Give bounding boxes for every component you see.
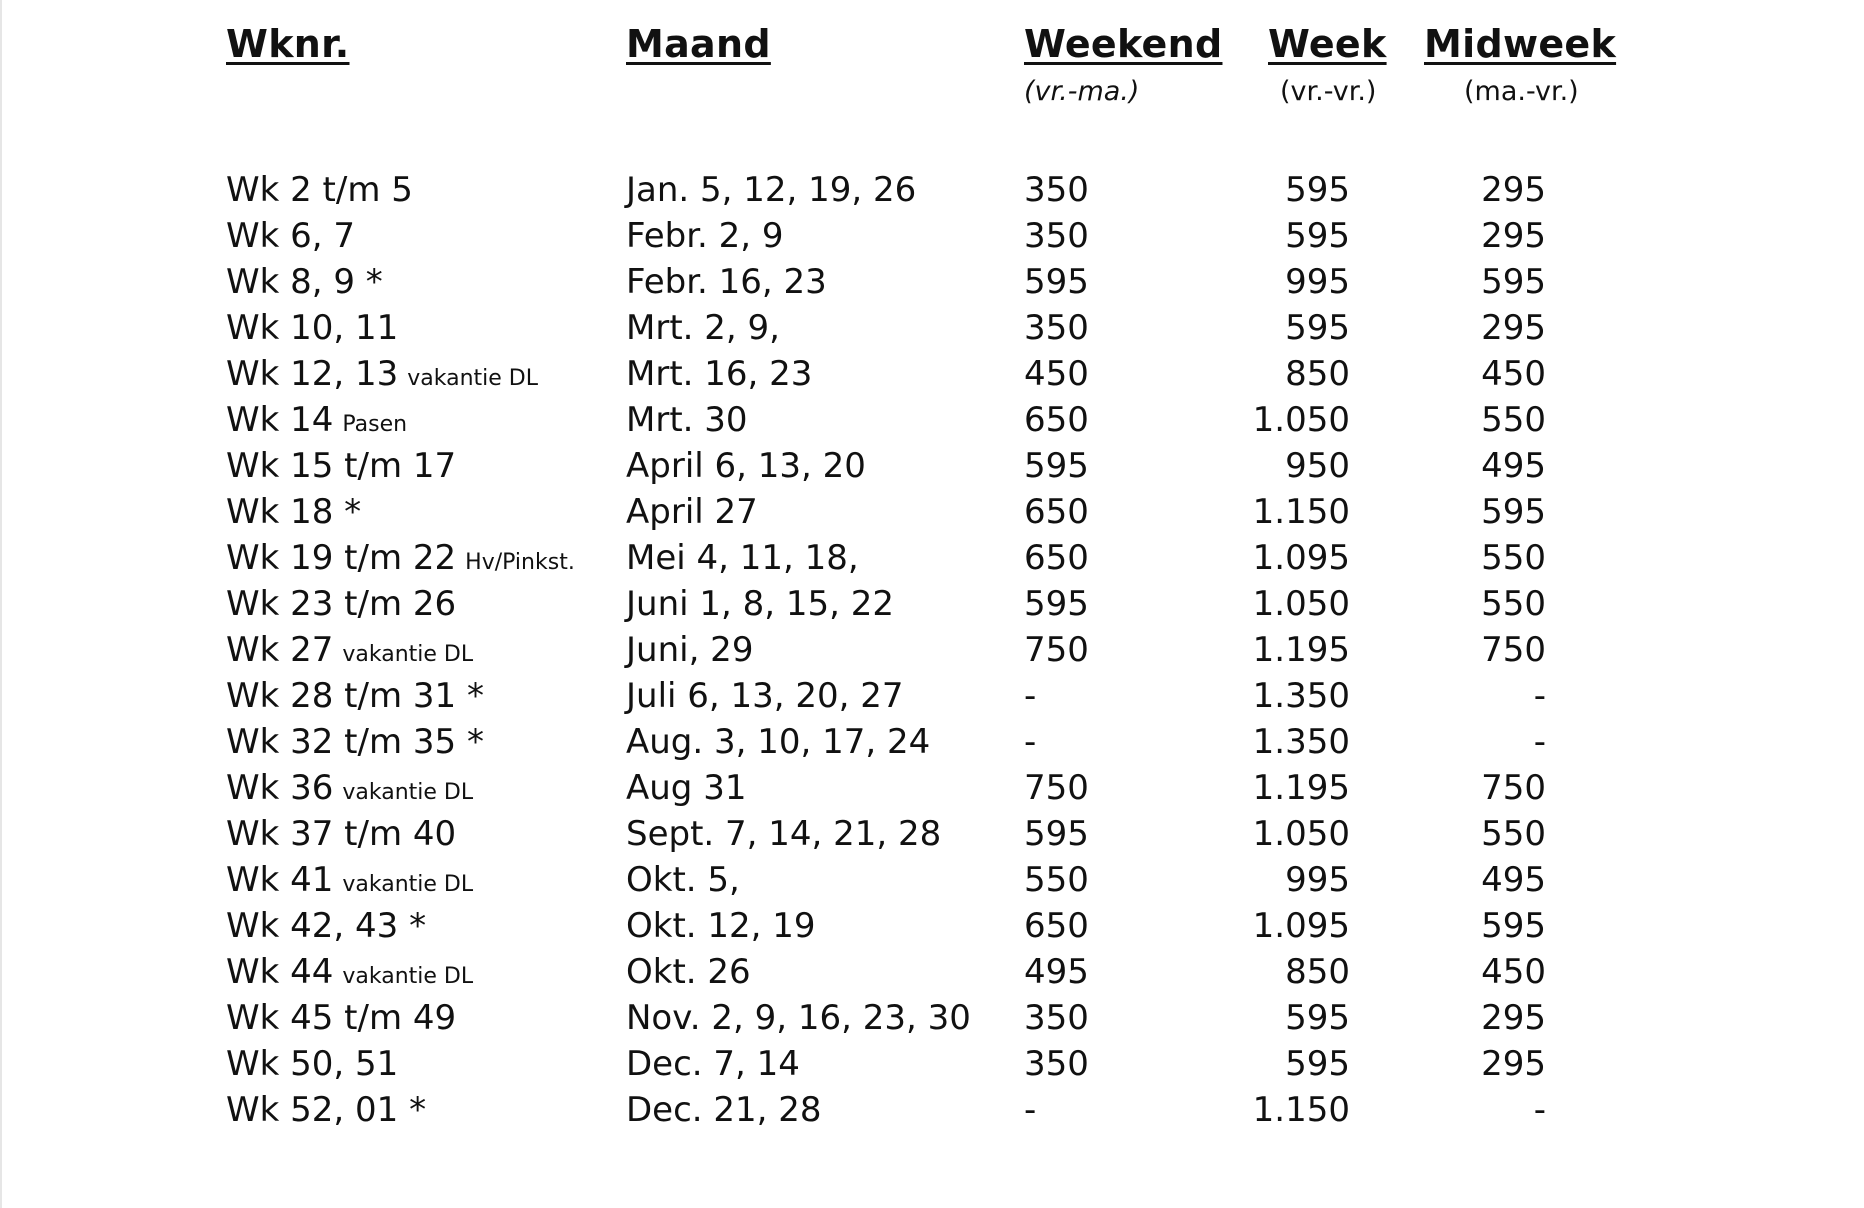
table-row [2,443,1864,489]
table-row [2,1087,1864,1133]
cell-maand: Nov. 2, 9, 16, 23, 30 [626,998,971,1038]
cell-wknr [226,949,473,1000]
week-number-text: Wk 6, 7 [226,216,355,256]
cell-midweek-price: 450 [1481,952,1546,992]
cell-week-price: 595 [1285,1044,1350,1084]
week-number-text: Wk 14 [226,400,334,440]
cell-maand: Juni 1, 8, 15, 22 [626,584,895,624]
cell-maand: Aug. 3, 10, 17, 24 [626,722,931,762]
cell-weekend-price: 595 [1024,446,1089,486]
cell-midweek-price: - [1533,722,1546,762]
header-maand: Maand [626,22,771,66]
week-number-text: Wk 45 t/m 49 [226,998,457,1038]
week-number-text: Wk 27 [226,630,334,670]
cell-wknr [226,581,456,627]
header-wknr: Wknr. [226,22,350,66]
table-row [2,627,1864,673]
cell-week-price: 595 [1285,308,1350,348]
table-row [2,857,1864,903]
cell-weekend-price: - [1024,722,1037,762]
table-row [2,351,1864,397]
cell-midweek-price: 295 [1481,170,1546,210]
cell-wknr [226,397,407,448]
table-row [2,765,1864,811]
cell-midweek-price: 495 [1481,446,1546,486]
cell-week-price: 1.350 [1252,722,1350,762]
cell-maand: Sept. 7, 14, 21, 28 [626,814,942,854]
week-note: vakantie DL [342,780,474,805]
cell-maand: Juli 6, 13, 20, 27 [626,676,904,716]
cell-midweek-price: 295 [1481,216,1546,256]
cell-midweek-price: 495 [1481,860,1546,900]
cell-weekend-price: - [1024,676,1037,716]
cell-weekend-price: 750 [1024,768,1089,808]
cell-weekend-price: 650 [1024,492,1089,532]
cell-maand: Okt. 26 [626,952,751,992]
table-row [2,489,1864,535]
cell-midweek-price: 750 [1481,630,1546,670]
cell-weekend-price: 350 [1024,1044,1089,1084]
cell-maand: Aug 31 [626,768,747,808]
cell-maand: Febr. 16, 23 [626,262,827,302]
week-number-text: Wk 28 t/m 31 * [226,676,484,716]
table-row [2,535,1864,581]
cell-wknr [226,213,355,259]
cell-weekend-price: 650 [1024,538,1089,578]
table-row [2,811,1864,857]
header-midweek-sub: (ma.-vr.) [1464,76,1579,107]
cell-wknr [226,443,456,489]
cell-weekend-price: 595 [1024,262,1089,302]
cell-weekend-price: 450 [1024,354,1089,394]
cell-maand: Okt. 5, [626,860,740,900]
week-number-text: Wk 18 * [226,492,362,532]
cell-week-price: 995 [1285,860,1350,900]
week-number-text: Wk 8, 9 * [226,262,383,302]
cell-wknr [226,351,538,402]
cell-week-price: 850 [1285,952,1350,992]
cell-week-price: 1.195 [1252,768,1350,808]
cell-wknr [226,719,484,765]
cell-wknr [226,489,361,535]
cell-wknr [226,1041,398,1087]
week-number-text: Wk 41 [226,860,334,900]
cell-maand: Dec. 7, 14 [626,1044,800,1084]
cell-wknr [226,995,456,1041]
header-midweek: Midweek [1424,22,1617,66]
cell-weekend-price: - [1024,1090,1037,1130]
cell-weekend-price: 595 [1024,814,1089,854]
cell-weekend-price: 350 [1024,998,1089,1038]
table-row [2,903,1864,949]
header-week: Week [1268,22,1387,66]
cell-midweek-price: 550 [1481,584,1546,624]
cell-weekend-price: 550 [1024,860,1089,900]
cell-weekend-price: 350 [1024,308,1089,348]
table-row [2,581,1864,627]
cell-week-price: 995 [1285,262,1350,302]
cell-weekend-price: 750 [1024,630,1089,670]
week-number-text: Wk 12, 13 [226,354,399,394]
cell-week-price: 1.150 [1252,492,1350,532]
cell-wknr [226,765,473,816]
week-number-text: Wk 23 t/m 26 [226,584,457,624]
cell-wknr [226,627,473,678]
table-row [2,1041,1864,1087]
week-number-text: Wk 37 t/m 40 [226,814,457,854]
table-row [2,719,1864,765]
cell-wknr [226,305,398,351]
cell-weekend-price: 350 [1024,170,1089,210]
table-row [2,167,1864,213]
week-number-text: Wk 36 [226,768,334,808]
cell-week-price: 595 [1285,216,1350,256]
cell-wknr [226,259,383,305]
cell-maand: Jan. 5, 12, 19, 26 [626,170,917,210]
cell-midweek-price: 550 [1481,814,1546,854]
cell-maand: Febr. 2, 9 [626,216,784,256]
table-row [2,995,1864,1041]
cell-maand: Mrt. 16, 23 [626,354,813,394]
cell-midweek-price: 550 [1481,400,1546,440]
week-note: vakantie DL [342,872,474,897]
cell-weekend-price: 595 [1024,584,1089,624]
week-note: vakantie DL [407,366,539,391]
cell-wknr [226,811,456,857]
header-weekend: Weekend [1024,22,1223,66]
week-number-text: Wk 19 t/m 22 [226,538,457,578]
cell-midweek-price: 295 [1481,1044,1546,1084]
cell-midweek-price: 295 [1481,308,1546,348]
cell-wknr [226,857,473,908]
cell-maand: Mrt. 30 [626,400,748,440]
cell-week-price: 1.150 [1252,1090,1350,1130]
cell-wknr [226,903,426,949]
week-number-text: Wk 52, 01 * [226,1090,427,1130]
table-row [2,305,1864,351]
cell-week-price: 1.095 [1252,906,1350,946]
week-number-text: Wk 50, 51 [226,1044,399,1084]
cell-midweek-price: 595 [1481,906,1546,946]
cell-week-price: 1.050 [1252,400,1350,440]
week-note: vakantie DL [342,642,474,667]
cell-wknr [226,535,575,586]
week-number-text: Wk 42, 43 * [226,906,427,946]
cell-weekend-price: 650 [1024,906,1089,946]
week-number-text: Wk 32 t/m 35 * [226,722,484,762]
cell-midweek-price: 595 [1481,262,1546,302]
week-number-text: Wk 44 [226,952,334,992]
cell-maand: Juni, 29 [626,630,754,670]
cell-midweek-price: 550 [1481,538,1546,578]
cell-week-price: 850 [1285,354,1350,394]
cell-week-price: 1.095 [1252,538,1350,578]
cell-midweek-price: 295 [1481,998,1546,1038]
week-note: vakantie DL [342,964,474,989]
header-week-sub: (vr.-vr.) [1280,76,1377,107]
header-weekend-sub: (vr.-ma.) [1024,76,1140,107]
cell-week-price: 595 [1285,170,1350,210]
cell-weekend-price: 650 [1024,400,1089,440]
cell-weekend-price: 350 [1024,216,1089,256]
cell-wknr [226,1087,426,1133]
cell-week-price: 595 [1285,998,1350,1038]
table-row [2,259,1864,305]
cell-maand: Dec. 21, 28 [626,1090,822,1130]
cell-midweek-price: 750 [1481,768,1546,808]
table-row [2,397,1864,443]
cell-maand: April 27 [626,492,758,532]
cell-midweek-price: 450 [1481,354,1546,394]
cell-midweek-price: - [1533,1090,1546,1130]
cell-week-price: 1.050 [1252,584,1350,624]
cell-maand: April 6, 13, 20 [626,446,866,486]
cell-weekend-price: 495 [1024,952,1089,992]
cell-wknr [226,673,484,719]
cell-week-price: 1.050 [1252,814,1350,854]
week-number-text: Wk 10, 11 [226,308,399,348]
table-row [2,949,1864,995]
cell-midweek-price: - [1533,676,1546,716]
cell-week-price: 1.350 [1252,676,1350,716]
cell-maand: Mei 4, 11, 18, [626,538,859,578]
cell-week-price: 950 [1285,446,1350,486]
cell-maand: Mrt. 2, 9, [626,308,780,348]
table-row [2,213,1864,259]
cell-midweek-price: 595 [1481,492,1546,532]
week-number-text: Wk 15 t/m 17 [226,446,457,486]
week-note: Pasen [342,412,408,437]
week-note: Hv/Pinkst. [465,550,575,575]
cell-maand: Okt. 12, 19 [626,906,816,946]
week-number-text: Wk 2 t/m 5 [226,170,413,210]
cell-wknr [226,167,413,213]
table-row [2,673,1864,719]
cell-week-price: 1.195 [1252,630,1350,670]
